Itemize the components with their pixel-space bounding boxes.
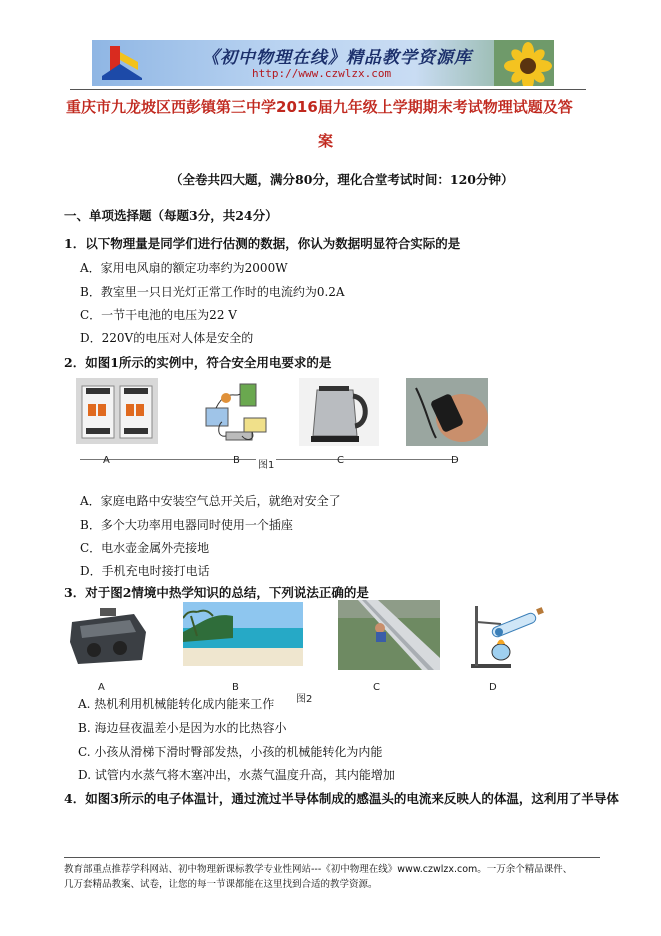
q1-option-d: D．220V的电压对人体是安全的 — [80, 331, 254, 345]
q1-option-c: C．一节干电池的电压为22 V — [80, 308, 237, 322]
question-4-stem: 4．如图3所示的电子体温计，通过流过半导体制成的感温头的电流来反映人的体温，这利用了半导体 — [64, 791, 619, 806]
q2-option-d: D．手机充电时接打电话 — [80, 564, 210, 578]
q1-option-b: B．教室里一只日光灯正常工作时的电流约为0.2A — [80, 285, 345, 299]
banner-title: 《初中物理在线》精品教学资源库 — [202, 48, 472, 68]
phone-charging-image — [406, 378, 488, 446]
footer-line-2: 几万套精品教案、试卷，让您的每一节课都能在这里找到合适的教学资源。 — [64, 879, 378, 890]
q1-option-a: A．家用电风扇的额定功率约为2000W — [80, 261, 288, 275]
seaside-image — [183, 602, 303, 666]
q2-option-b: B．多个大功率用电器同时使用一个插座 — [80, 518, 293, 532]
site-logo-icon — [98, 44, 144, 82]
q3-option-a: A. 热机利用机械能转化成内能来工作 — [78, 697, 275, 711]
q2-option-c: C．电水壶金属外壳接地 — [80, 541, 210, 555]
slide-child-image — [338, 600, 440, 670]
figure-1-label-d: D — [451, 455, 459, 466]
header-banner — [92, 40, 554, 86]
question-1-stem: 1．以下物理量是同学们进行估测的数据，你认为数据明显符合实际的是 — [64, 236, 461, 251]
q2-option-a: A．家庭电路中安装空气总开关后，就绝对安全了 — [80, 494, 341, 508]
banner-url[interactable]: http://www.czwlzx.com — [252, 67, 392, 80]
electric-kettle-image — [299, 378, 379, 446]
exam-info: （全卷共四大题，满分80分，理化合堂考试时间：120分钟） — [170, 172, 514, 187]
figure-1-caption: 图1 — [256, 456, 276, 471]
document-title: 重庆市九龙坡区西彭镇第三中学2016届九年级上学期期末考试物理试题及答 — [66, 98, 573, 116]
footer-line-1: 教育部重点推荐学科网站、初中物理新课标教学专业性网站---《初中物理在线》www.czwlzx.com。一万余个精品课件、 — [64, 864, 573, 875]
overloaded-socket-image — [196, 378, 272, 446]
sunflower-icon — [494, 40, 554, 86]
figure-1-label-c: C — [337, 455, 344, 466]
question-3-stem: 3．对于图2情境中热学知识的总结，下列说法正确的是 — [64, 585, 369, 600]
figure-2-label-b: B — [232, 682, 239, 693]
figure-2-label-a: A — [98, 682, 105, 693]
q3-option-d: D. 试管内水蒸气将木塞冲出，水蒸气温度升高，其内能增加 — [78, 768, 395, 782]
figure-2-label-d: D — [489, 682, 497, 693]
document-title-continued: 案 — [318, 132, 334, 150]
footer-divider — [64, 857, 600, 858]
header-divider — [70, 89, 586, 90]
air-switch-image — [76, 378, 158, 444]
test-tube-apparatus-image — [461, 602, 547, 670]
figure-1-label-a: A — [103, 455, 110, 466]
q3-option-b: B. 海边昼夜温差小是因为水的比热容小 — [78, 721, 287, 735]
section-heading: 一、单项选择题（每题3分，共24分） — [64, 208, 278, 223]
question-2-stem: 2．如图1所示的实例中，符合安全用电要求的是 — [64, 355, 332, 370]
figure-1-label-b: B — [233, 455, 240, 466]
q3-option-c: C. 小孩从滑梯下滑时臀部发热，小孩的机械能转化为内能 — [78, 745, 383, 759]
figure-2-caption: 图2 — [296, 694, 313, 705]
engine-image — [64, 602, 152, 670]
footer — [64, 862, 604, 892]
figure-2-label-c: C — [373, 682, 380, 693]
